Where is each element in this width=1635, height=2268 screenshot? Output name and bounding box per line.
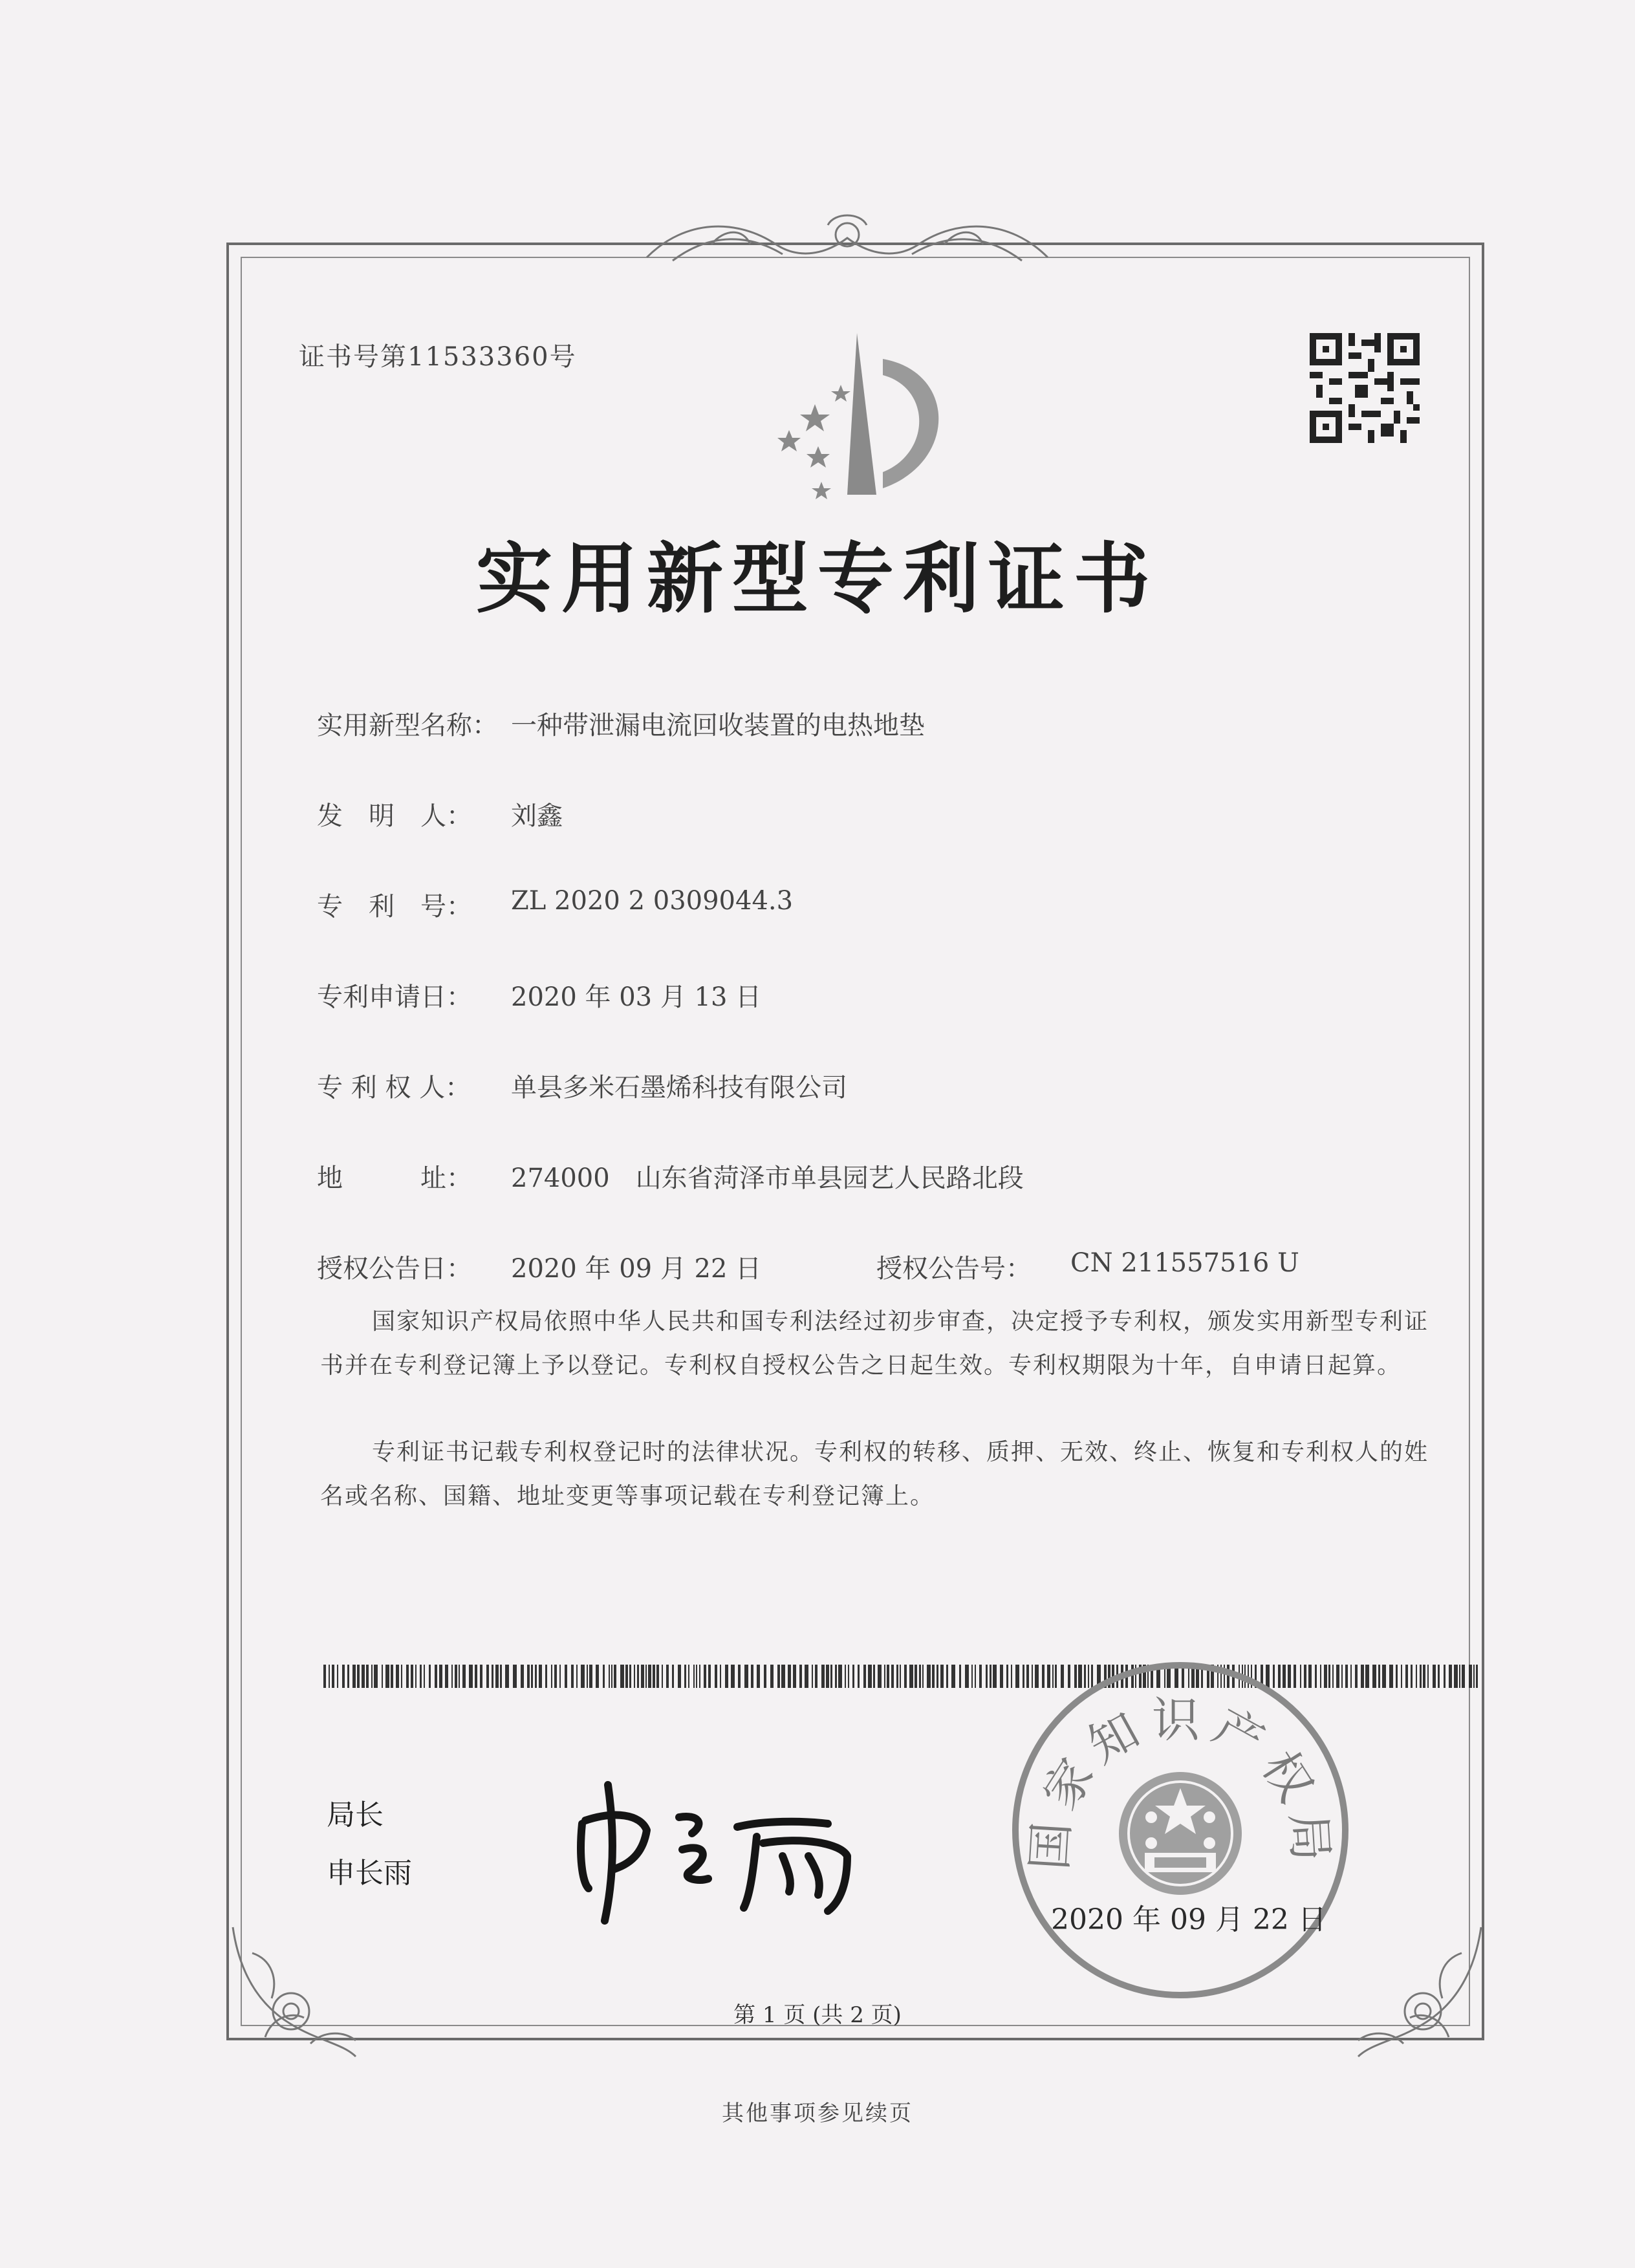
signer-name: 申长雨 (327, 1857, 412, 1890)
statement-paragraph-2: 专利证书记载专利权登记时的法律状况。专利权的转移、质押、无效、终止、恢复和专利权人的姓名或名称、国籍、地址变更等事项记载在专利登记簿上。 (320, 1439, 1429, 1509)
field-label: 发 明 人： (317, 801, 472, 831)
qr-code-icon (1310, 333, 1420, 446)
field-value: 一种带泄漏电流回收装置的电热地垫 (511, 711, 925, 740)
top-ornament (634, 206, 1061, 277)
field-label: 专利申请日： (317, 982, 472, 1012)
page-number: 第 1 页 (共 2 页) (733, 2002, 902, 2028)
field-utility-model-name (317, 705, 925, 742)
seal-text: 国家知识产权局 (1021, 1692, 1339, 1872)
field-inventor (317, 795, 563, 832)
field-value: 274000 山东省菏泽市单县园艺人民路北段 (511, 1163, 1024, 1193)
field-value: 2020 年 03 月 13 日 (511, 982, 762, 1012)
cnipa-logo-icon (744, 333, 964, 504)
field-patentee (317, 1067, 847, 1104)
field-address (317, 1158, 1024, 1194)
field-value: CN 211557516 U (1070, 1248, 1299, 1278)
field-grant-number (876, 1248, 1299, 1285)
seal-date: 2020 年 09 月 22 日 (1051, 1903, 1326, 1936)
field-value: 单县多米石墨烯科技有限公司 (511, 1073, 847, 1103)
field-label: 地 址： (317, 1163, 472, 1193)
field-label: 专 利 权 人： (317, 1073, 471, 1103)
signer-title: 局长 (327, 1798, 384, 1831)
national-emblem-icon (1119, 1772, 1242, 1895)
field-patent-number (317, 886, 793, 923)
field-grant-date (317, 1248, 761, 1285)
field-value: ZL 2020 2 0309044.3 (511, 886, 794, 916)
handwritten-signature (569, 1759, 905, 1930)
certificate-title: 实用新型专利证书 (475, 534, 1159, 623)
field-label: 授权公告日： (317, 1254, 472, 1284)
field-value: 2020 年 09 月 22 日 (511, 1254, 762, 1284)
statement-paragraph-1: 国家知识产权局依照中华人民共和国专利法经过初步审查，决定授予专利权，颁发实用新型专利证书并在专利登记簿上予以登记。专利权自授权公告之日起生效。专利权期限为十年，自申请日起算。 (320, 1308, 1429, 1379)
field-label: 专 利 号： (317, 892, 472, 922)
field-label: 授权公告号： (876, 1254, 1032, 1284)
field-application-date (317, 977, 761, 1013)
footer-note: 其他事项参见续页 (722, 2101, 913, 2126)
bottom-right-ornament (1352, 1914, 1494, 2069)
bottom-left-ornament (220, 1914, 362, 2069)
official-seal (1006, 1656, 1355, 2007)
field-value: 刘鑫 (511, 801, 563, 831)
certificate-number: 证书号第11533360号 (299, 342, 577, 372)
field-label: 实用新型名称： (317, 711, 498, 740)
